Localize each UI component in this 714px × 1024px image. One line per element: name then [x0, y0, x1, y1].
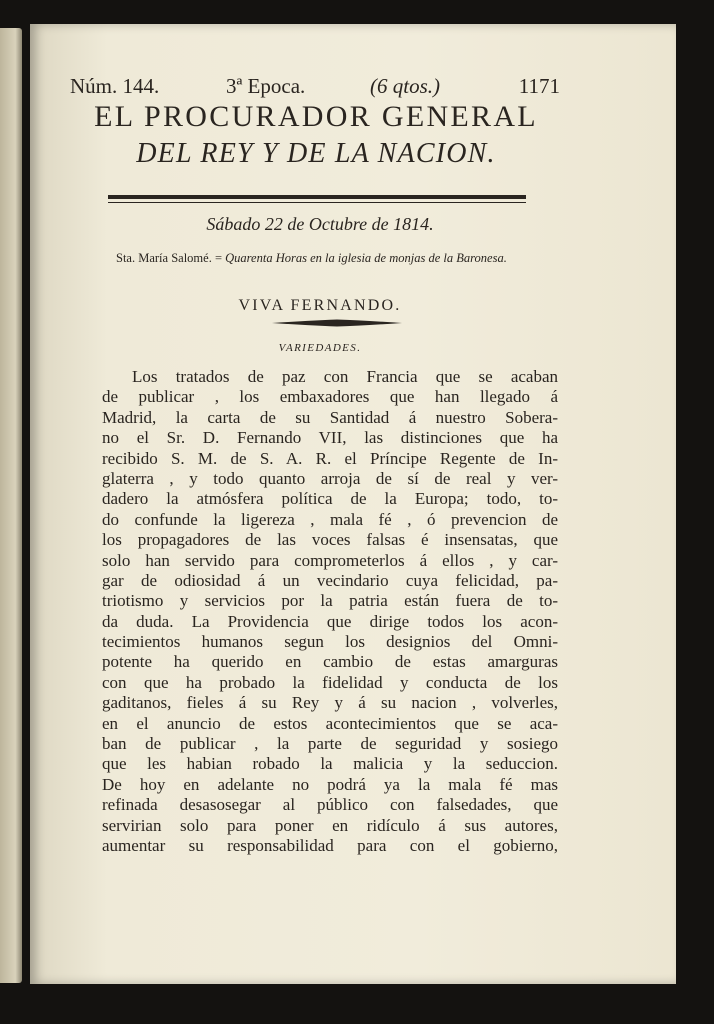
saint-of-day — [116, 250, 566, 267]
epoch-label: 3ª Epoca. — [226, 74, 306, 98]
masthead-rule-thin — [108, 202, 526, 203]
running-header — [70, 74, 560, 102]
article-line: refinada desasosegar al público con falsedades, que — [102, 795, 558, 815]
article-line: en el anuncio de estos acontecimientos que se aca- — [102, 713, 558, 733]
page-number: 1171 — [518, 74, 560, 98]
quarters-count: (6 qtos.) — [370, 74, 440, 98]
article-line: triotismo y servicios por la patria están fuera de to- — [102, 591, 558, 611]
saint-name: Sta. María Salomé. = — [116, 251, 222, 265]
article-line: los propagadores de las voces falsas é insensatas, que — [102, 530, 558, 550]
masthead-subtitle: DEL REY Y DE LA NACION. — [136, 138, 496, 169]
article-line: De hoy en adelante no podrá ya la mala fé mas — [102, 774, 558, 794]
article-line: da duda. La Providencia que dirige todos los acon- — [102, 611, 558, 631]
article-line: gar de odiosidad á un vecindario cuya felicidad, pa- — [102, 570, 558, 590]
article-line: gaditanos, fieles á su Rey y á su nacion , volverles, — [102, 693, 558, 713]
newspaper-page — [30, 24, 676, 984]
issue-date: Sábado 22 de Octubre de 1814. — [206, 214, 434, 234]
article-line: glaterra , y todo quanto arroja de sí de real y ver- — [102, 468, 558, 488]
facing-page-edge — [0, 28, 22, 983]
article-line: aumentar su responsabilidad para con el gobierno, — [102, 835, 558, 855]
article-line: Madrid, la carta de su Santidad á nuestro Sobera- — [102, 407, 558, 427]
devotion-notice: Quarenta Horas en la iglesia de monjas de la Baronesa. — [225, 251, 507, 265]
article-line: dadero la atmósfera política de la Europa; todo, to- — [102, 489, 558, 509]
masthead-title: EL PROCURADOR GENERAL — [94, 100, 538, 133]
article-line: servirian solo para poner en ridículo á sus autores, — [102, 815, 558, 835]
article-line: no el Sr. D. Fernando VII, las distinciones que ha — [102, 428, 558, 448]
motto: VIVA FERNANDO. — [238, 297, 402, 314]
article-line: Los tratados de paz con Francia que se acaban — [132, 367, 558, 386]
issue-number: Núm. 144. — [70, 74, 160, 98]
article-line: con que ha probado la fidelidad y conducta de los — [102, 672, 558, 692]
article-line: solo han servido para comprometerlos á ellos , y car- — [102, 550, 558, 570]
article-line: recibido S. M. de S. A. R. el Príncipe Regente de In- — [102, 448, 558, 468]
article-line: do confunde la ligereza , mala fé , ó prevencion de — [102, 509, 558, 529]
article-body — [102, 367, 558, 856]
article-line: tecimientos humanos segun los designios del Omni- — [102, 632, 558, 652]
masthead-rule-thick — [108, 195, 526, 199]
ornament-divider — [270, 318, 404, 328]
article-line: ban de publicar , la parte de seguridad y sosiego — [102, 734, 558, 754]
article-line: potente ha querido en cambio de estas amarguras — [102, 652, 558, 672]
article-line: que les habian robado la malicia y la seduccion. — [102, 754, 558, 774]
article-line: de publicar , los embaxadores que han llegado á — [102, 387, 558, 407]
section-heading: VARIEDADES. — [278, 342, 362, 354]
